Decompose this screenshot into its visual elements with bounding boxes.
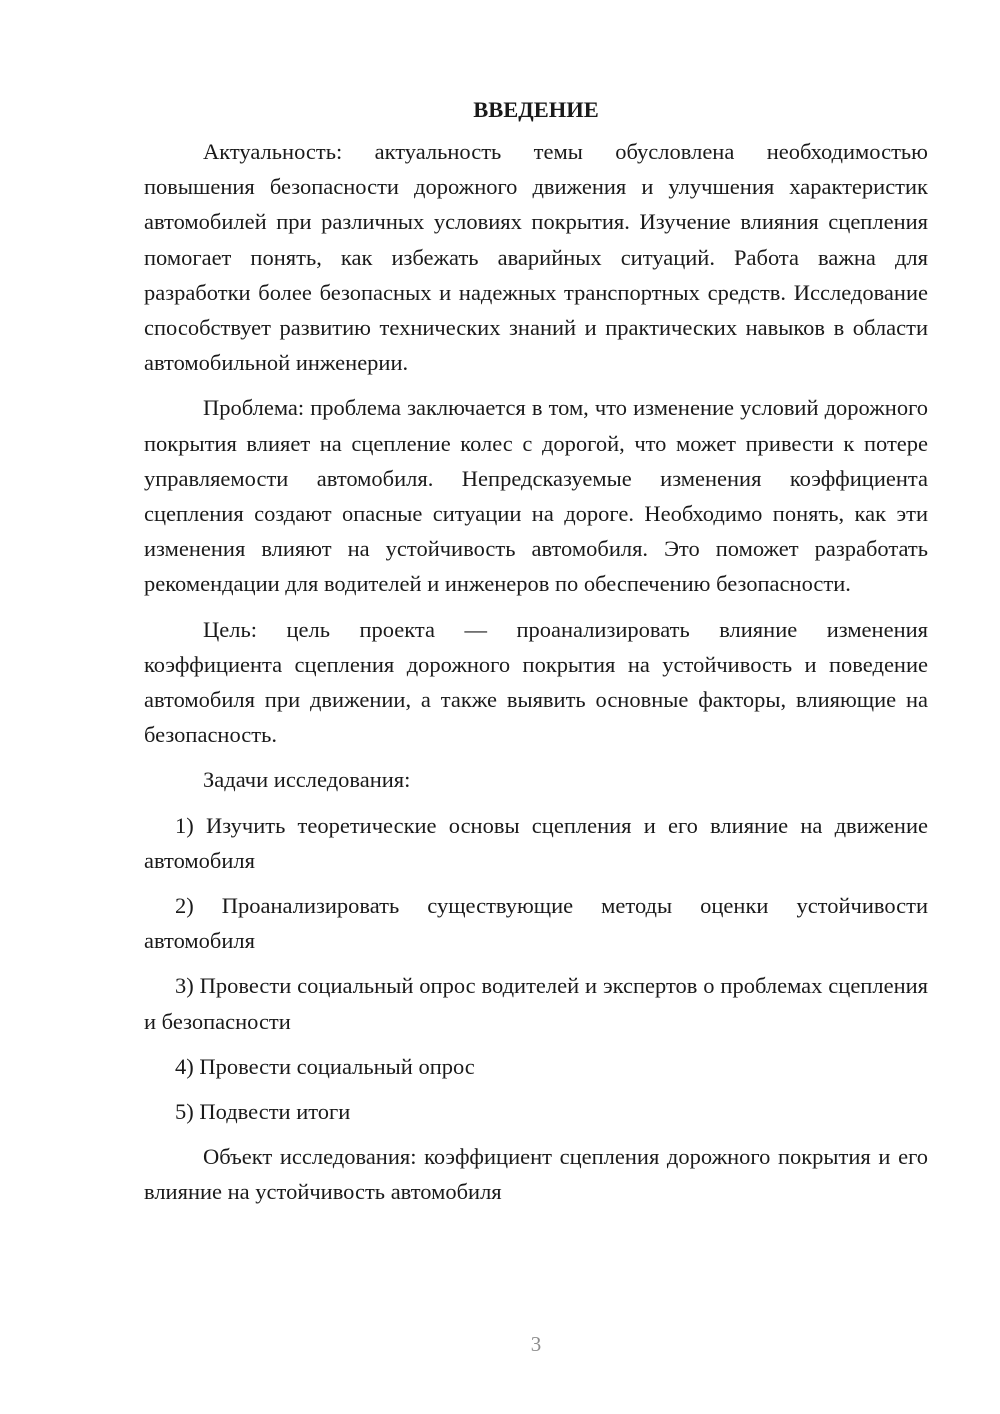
relevance-paragraph: Актуальность: актуальность темы обусловлена необходимостью повышения безопасности дорожного движения и улучшения характеристик автомобилей при различных условиях покрытия. Изучение влияния сцепления помогает понять, как избежать аварийных ситуаций. Работа важна для разработки более безопасных и надежных транспортных средств. Исследование способствует развитию технических знаний и практических навыков в области автомобильной инженерии. [144, 139, 928, 376]
document-body [144, 90, 928, 1220]
task-item: 1) Изучить теоретические основы сцепления и его влияние на движение автомобиля [144, 812, 928, 873]
task-item: 3) Провести социальный опрос водителей и экспертов о проблемах сцепления и безопасности [144, 973, 928, 1034]
task-item: 5) Подвести итоги [175, 1099, 351, 1125]
task-item: 4) Провести социальный опрос [175, 1053, 475, 1079]
goal-paragraph: Цель: цель проекта — проанализировать влияние изменения коэффициента сцепления дорожного покрытия на устойчивость и поведение автомобиля при движении, а также выявить основные факторы, влияющие на безопасность. [144, 616, 928, 748]
problem-paragraph: Проблема: проблема заключается в том, что изменение условий дорожного покрытия влияет на сцепление колес с дорогой, что может привести к потере управляемости автомобиля. Непредсказуемые изменения коэффициента сцепления создают опасные ситуации на дороге. Необходимо понять, как эти изменения влияют на устойчивость автомобиля. Это поможет разработать рекомендации для водителей и инженеров по обеспечению безопасности. [144, 395, 928, 597]
object-paragraph: Объект исследования: коэффициент сцепления дорожного покрытия и его влияние на устойчивость автомобиля [144, 1144, 928, 1205]
task-item: 2) Проанализировать существующие методы оценки устойчивости автомобиля [144, 893, 928, 954]
tasks-heading: Задачи исследования: [203, 767, 411, 793]
section-heading: ВВЕДЕНИЕ [473, 97, 599, 122]
tasks-list [144, 808, 928, 1130]
page-number: 3 [530, 1332, 542, 1356]
